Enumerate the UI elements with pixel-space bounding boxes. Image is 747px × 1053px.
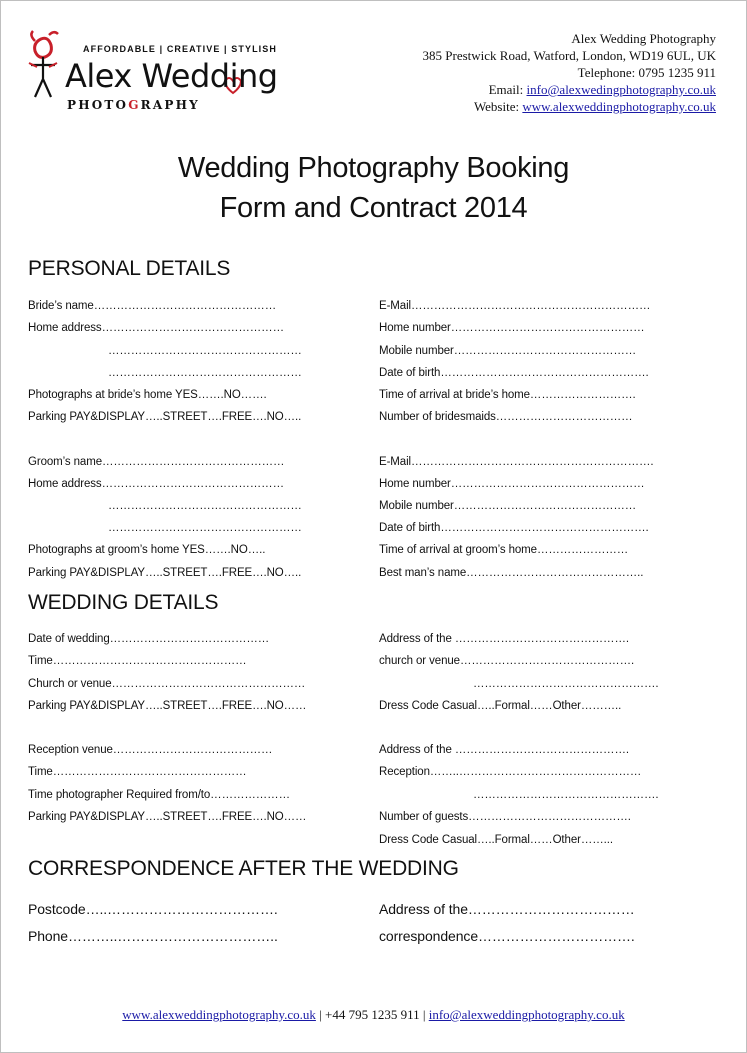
company-website-line: Website: www.alexweddingphotography.co.uk	[473, 99, 716, 114]
field-ceremony-time[interactable]: Time……………………………………………	[28, 655, 247, 667]
field-phone[interactable]: Phone………..……………………………..	[28, 928, 278, 944]
section-heading-wedding: WEDDING DETAILS	[28, 591, 219, 614]
field-bride-address-line2[interactable]: ……………………………………………	[108, 345, 302, 357]
company-telephone: Telephone: 0795 1235 911	[577, 65, 716, 80]
page-footer	[1, 1007, 746, 1023]
field-bride-home-number[interactable]: Home number……………………………………………	[379, 322, 645, 334]
field-arrival-at-brides-home[interactable]: Time of arrival at bride’s home……………………….	[379, 389, 636, 401]
field-groom-address-line2[interactable]: ……………………………………………	[108, 500, 302, 512]
field-reception-time[interactable]: Time……………………………………………	[28, 766, 247, 778]
field-groom-mobile-number[interactable]: Mobile number…………………………………………	[379, 500, 637, 512]
field-ceremony-parking[interactable]: Parking PAY&DISPLAY…..STREET….FREE….NO……	[28, 700, 307, 712]
field-number-of-bridesmaids[interactable]: Number of bridesmaids………………………………	[379, 411, 633, 423]
company-info	[423, 30, 716, 115]
field-arrival-at-grooms-home[interactable]: Time of arrival at groom’s home……………………	[379, 544, 629, 556]
company-email-link[interactable]: info@alexwedingphotography.co.uk	[526, 82, 716, 97]
brand-logo	[27, 29, 278, 129]
field-reception-parking[interactable]: Parking PAY&DISPLAY…..STREET….FREE….NO……	[28, 811, 307, 823]
document-title-line1: Wedding Photography Booking	[177, 152, 570, 184]
company-name: Alex Wedding Photography	[571, 31, 716, 46]
field-correspondence-address-line1[interactable]: Address of the………………………………	[379, 901, 635, 917]
document-title-line2: Form and Contract 2014	[219, 192, 528, 224]
field-reception-venue[interactable]: Reception venue……………………………………	[28, 744, 273, 756]
field-bride-email[interactable]: E-Mail………………………………………………………	[379, 300, 651, 312]
field-photos-at-grooms-home[interactable]: Photographs at groom’s home YES…….NO…..	[28, 544, 266, 556]
section-heading-personal: PERSONAL DETAILS	[28, 257, 231, 280]
field-brides-name[interactable]: Bride’s name…………………………………………	[28, 300, 277, 312]
field-venue-address-line3[interactable]: ………………………………………….	[473, 678, 659, 690]
field-groom-home-address[interactable]: Home address…………………………………………	[28, 478, 284, 490]
logo-brand-sub: PHOTOGRAPHY	[67, 98, 200, 112]
footer-phone: | +44 795 1235 911 |	[315, 1007, 429, 1022]
field-reception-address-line1[interactable]: Address of the ……………………………………….	[379, 744, 629, 756]
field-grooms-name[interactable]: Groom’s name…………………………………………	[28, 456, 285, 468]
logo-tagline: AFFORDABLE | CREATIVE | STYLISH	[83, 44, 277, 54]
field-groom-parking[interactable]: Parking PAY&DISPLAY…..STREET….FREE….NO…..	[28, 567, 302, 579]
field-reception-dress-code[interactable]: Dress Code Casual…..Formal……Other……...	[379, 834, 613, 846]
field-groom-date-of-birth[interactable]: Date of birth……………………………………………….	[379, 522, 649, 534]
field-venue-address-line2[interactable]: church or venue……………………………………….	[379, 655, 635, 667]
company-address: 385 Prestwick Road, Watford, London, WD19 6UL, UK	[422, 48, 716, 63]
field-reception-address-line3[interactable]: ………………………………………….	[473, 789, 659, 801]
field-photographer-time-required[interactable]: Time photographer Required from/to…………………	[28, 789, 290, 801]
field-bride-address-line3[interactable]: ……………………………………………	[108, 367, 302, 379]
field-groom-address-line3[interactable]: ……………………………………………	[108, 522, 302, 534]
company-email-line: Email: info@alexwedingphotography.co.uk	[488, 82, 716, 97]
footer-website-link[interactable]: www.alexweddingphotography.co.uk	[122, 1007, 316, 1022]
field-best-mans-name[interactable]: Best man’s name………………………………………..	[379, 567, 644, 579]
field-photos-at-brides-home[interactable]: Photographs at bride’s home YES…….NO…….	[28, 389, 267, 401]
field-groom-email[interactable]: E-Mail……………………………………………………….	[379, 456, 654, 468]
field-bride-home-address[interactable]: Home address…………………………………………	[28, 322, 284, 334]
field-bride-date-of-birth[interactable]: Date of birth……………………………………………….	[379, 367, 649, 379]
field-ceremony-dress-code[interactable]: Dress Code Casual…..Formal……Other………..	[379, 700, 622, 712]
field-bride-parking[interactable]: Parking PAY&DISPLAY…..STREET….FREE….NO…..	[28, 411, 302, 423]
field-venue-address-line1[interactable]: Address of the ……………………………………….	[379, 633, 629, 645]
field-date-of-wedding[interactable]: Date of wedding……………………………………	[28, 633, 270, 645]
field-church-or-venue[interactable]: Church or venue……………………………………………	[28, 678, 306, 690]
section-heading-correspondence: CORRESPONDENCE AFTER THE WEDDING	[28, 857, 459, 880]
field-postcode[interactable]: Postcode…..……………………………….	[28, 901, 278, 917]
company-website-link[interactable]: www.alexweddingphotography.co.uk	[522, 99, 716, 114]
field-number-of-guests[interactable]: Number of guests…………………………………….	[379, 811, 631, 823]
footer-email-link[interactable]: info@alexweddingphotography.co.uk	[428, 1007, 625, 1022]
field-groom-home-number[interactable]: Home number……………………………………………	[379, 478, 645, 490]
field-correspondence-address-line2[interactable]: correspondence…………………………….	[379, 928, 635, 944]
logo-brand-name: Alex Wedding	[65, 57, 278, 95]
field-bride-mobile-number[interactable]: Mobile number…………………………………………	[379, 345, 637, 357]
field-reception-address-line2[interactable]: Reception……..…………………………………………	[379, 766, 642, 778]
